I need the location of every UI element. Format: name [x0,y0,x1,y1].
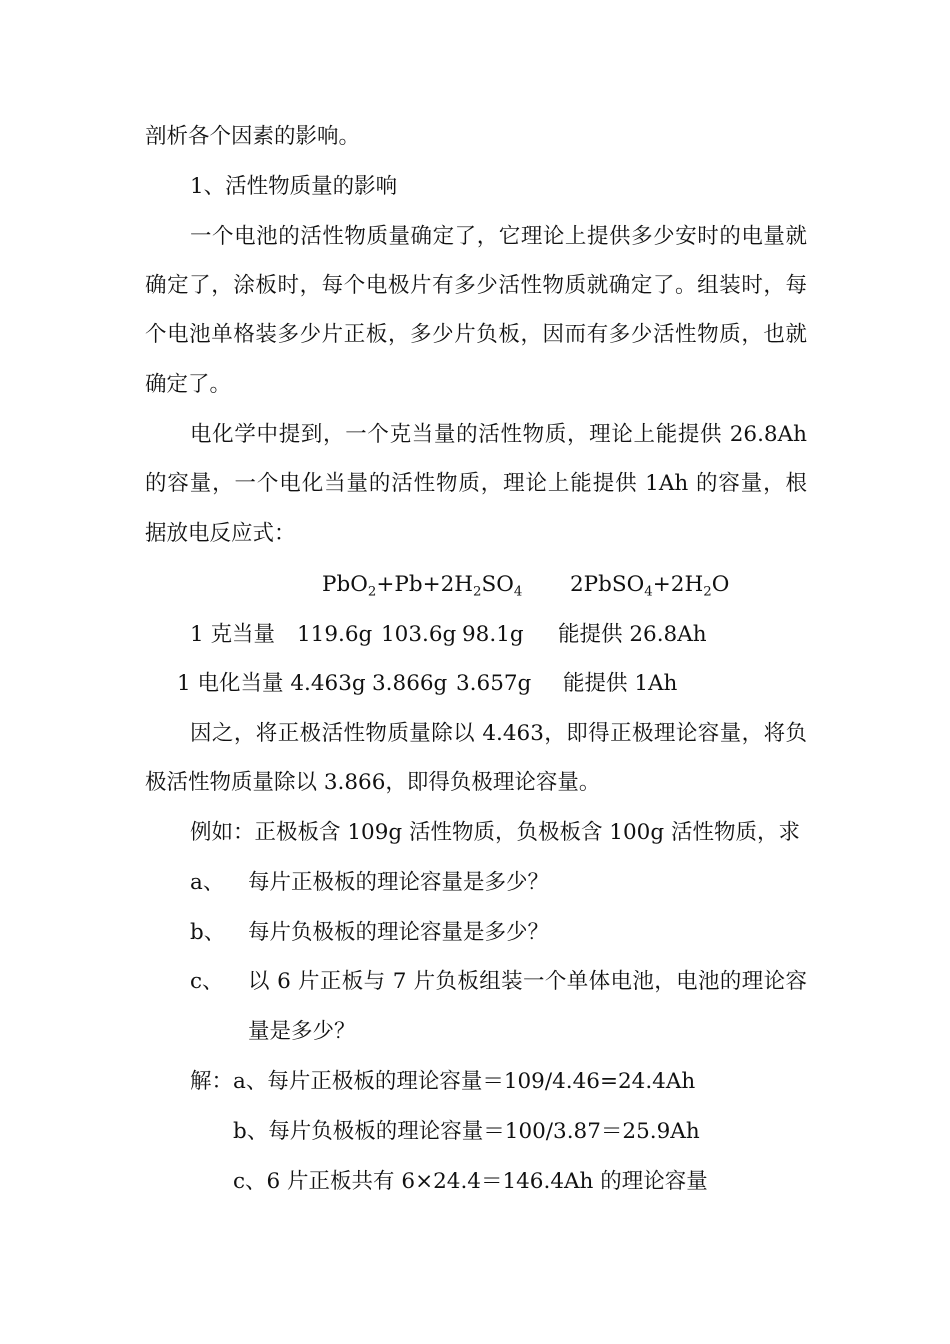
question-marker: a、 [190,870,225,895]
reaction-rhs: $2PbSO_4+2H_2O$ [570,572,730,600]
solution-a: 解：a、每片正极板的理论容量＝109/4.46=24.4Ah [190,1069,696,1094]
question-text: 以 6 片正板与 7 片负板组装一个单体电池，电池的理论容 [248,969,807,994]
section-heading: 1、活性物质量的影响 [190,174,398,199]
gram-capacity: 能提供 26.8Ah [558,622,707,647]
electrochemical-equivalent-label: 1 电化当量 4.463g [177,671,366,696]
reaction-lhs: $PbO_2+Pb+2H_2SO_4$ [322,572,523,600]
question-text: 每片负极板的理论容量是多少？ [248,920,550,945]
gram-equivalent-label: 1 克当量 [190,622,276,647]
paragraph-line: 一个电池的活性物质量确定了，它理论上提供多少安时的电量就 [190,224,807,249]
echem-capacity: 能提供 1Ah [563,671,678,696]
solution-c: c、6 片正板共有 6×24.4＝146.4Ah 的理论容量 [233,1169,708,1194]
paragraph-line: 据放电反应式： [145,521,296,546]
echem-value: 3.866g [372,671,448,696]
paragraph-fragment: 剖析各个因素的影响。 [145,124,361,149]
paragraph-line: 确定了，涂板时，每个电极片有多少活性物质就确定了。组装时，每 [145,273,807,298]
solution-b: b、每片负极板的理论容量＝100/3.87＝25.9Ah [233,1119,700,1144]
echem-value: 3.657g [456,671,532,696]
paragraph-line: 因之，将正极活性物质量除以 4.463，即得正极理论容量，将负 [190,721,807,746]
paragraph-line: 电化学中提到，一个克当量的活性物质，理论上能提供 26.8Ah [190,422,807,447]
gram-value: 103.6g [381,622,457,647]
question-text-continued: 量是多少？ [248,1019,356,1044]
paragraph-line: 的容量，一个电化当量的活性物质，理论上能提供 1Ah 的容量，根 [145,471,807,496]
question-text: 每片正极板的理论容量是多少？ [248,870,550,895]
gram-value: 98.1g [462,622,524,647]
paragraph-line: 确定了。 [145,372,232,397]
paragraph-line: 极活性物质量除以 3.866，即得负极理论容量。 [145,770,601,795]
gram-value: 119.6g [297,622,373,647]
paragraph-line: 个电池单格装多少片正板，多少片负板，因而有多少活性物质，也就 [145,322,807,347]
example-statement: 例如：正极板含 109g 活性物质，负极板含 100g 活性物质，求 [190,820,800,845]
question-marker: c、 [190,969,224,994]
question-marker: b、 [190,920,226,945]
